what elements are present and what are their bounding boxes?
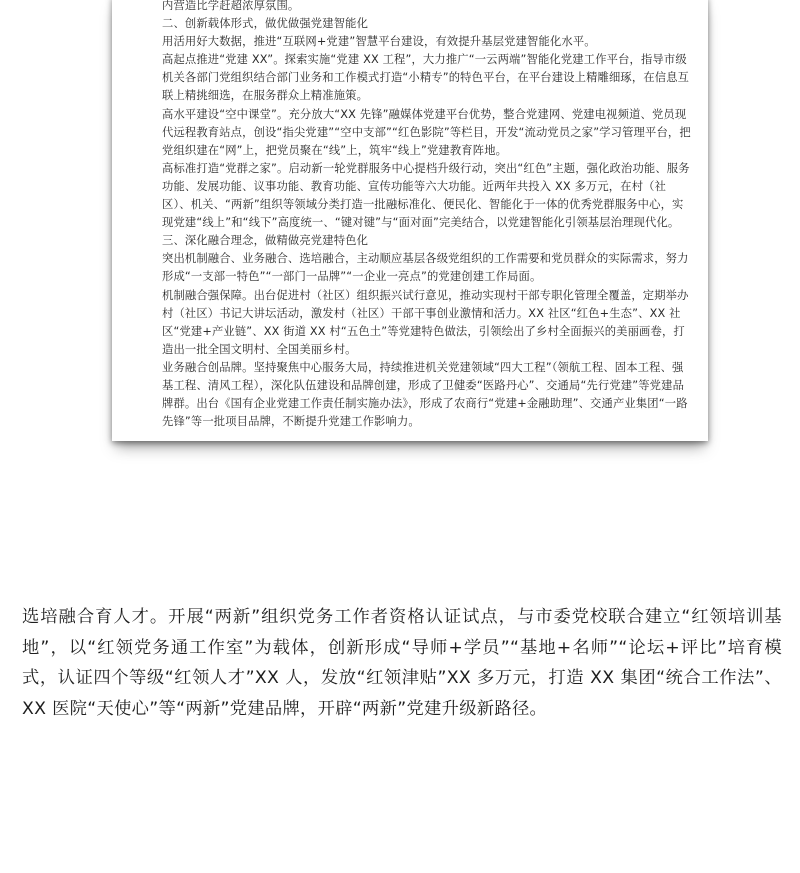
article-text <box>22 602 782 724</box>
doc-paragraph: 用活用好大数据，推进“互联网+党建”智慧平台建设，有效提升基层党建智能化水平。 <box>162 35 596 49</box>
doc-paragraph: 业务融合创品牌。坚持聚焦中心服务大局，持续推进机关党建领域“四大工程”（领航工程、固本工程、强基工程、清风工程），深化队伍建设和品牌创建，形成了卫健委“医路丹心”、交通局“先行党建”等党建品牌群。出台《国有企业党建工作责任制实施办法》，形成了农商行“党建+金融助理”、交通产业集团“一路先锋”等一批项目品牌，不断提升党建工作影响力。 <box>162 360 688 429</box>
document-page <box>112 0 708 441</box>
document-body <box>162 0 692 431</box>
article-paragraph: 选培融合育人才。开展“两新”组织党务工作者资格认证试点，与市委党校联合建立“红领培训基地”，以“红领党务通工作室”为载体，创新形成“导师+学员”“基地+名师”“论坛+评比”培育模式，认证四个等级“红领人才”XX 人，发放“红领津贴”XX 多万元，打造 XX 集团“统合工作法”、XX 医院“天使心”等“两新”党建品牌，开辟“两新”党建升级新路径。 <box>22 607 782 719</box>
section-heading-2: 二、创新载体形式，做优做强党建智能化 <box>162 17 369 31</box>
doc-paragraph: 高标准打造“党群之家”。启动新一轮党群服务中心提档升级行动，突出“红色”主题，强化政治功能、服务功能、发展功能、议事功能、教育功能、宣传功能等六大功能。近两年共投入 XX 多万元，在村（社区）、机关、“两新”组织等领域分类打造一批融标准化、便民化、智能化于一体的优秀党群服务中心，实现党建“线上”和“线下”高度统一、“键对键”与“面对面”完美结合，以党建智能化引领基层治理现代化。 <box>162 161 690 230</box>
doc-paragraph: 高水平建设“空中课堂”。充分放大“XX 先锋”融媒体党建平台优势，整合党建网、党建电视频道、党员现代远程教育站点，创设“指尖党建”“空中支部”“红色影院”等栏目，开发“流动党员之家”学习管理平台，把党组织建在“网”上，把党员聚在“线”上，筑牢“线上”党建教育阵地。 <box>162 107 691 157</box>
doc-paragraph: 突出机制融合、业务融合、选培融合，主动顺应基层各级党组织的工作需要和党员群众的实际需求，努力形成“一支部一特色”“一部门一品牌”“一企业一亮点”的党建创建工作局面。 <box>162 252 689 284</box>
doc-paragraph: 内营造比学赶超浓厚氛围。 <box>162 0 300 12</box>
doc-paragraph: 高起点推进“党建 XX”。探索实施“党建 XX 工程”，大力推广“一云两端”智能化党建工作平台，指导市级机关各部门党组织结合部门业务和工作模式打造“小精专”的特色平台，在平台建设上精雕细琢，在信息互联上精挑细选，在服务群众上精准施策。 <box>162 53 690 103</box>
doc-paragraph: 机制融合强保障。出台促进村（社区）组织振兴试行意见，推动实现村干部专职化管理全覆盖，定期举办村（社区）书记大讲坛活动，激发村（社区）干部干事创业激情和活力。XX 社区“红色+生态”、XX 社区“党建+产业链”、XX 街道 XX 村“五色土”等党建特色做法，引领绘出了乡村全面振兴的美丽画卷，打造出一批全国文明村、全国美丽乡村。 <box>162 288 689 356</box>
section-heading-3: 三、深化融合理念，做精做亮党建特色化 <box>162 234 369 248</box>
